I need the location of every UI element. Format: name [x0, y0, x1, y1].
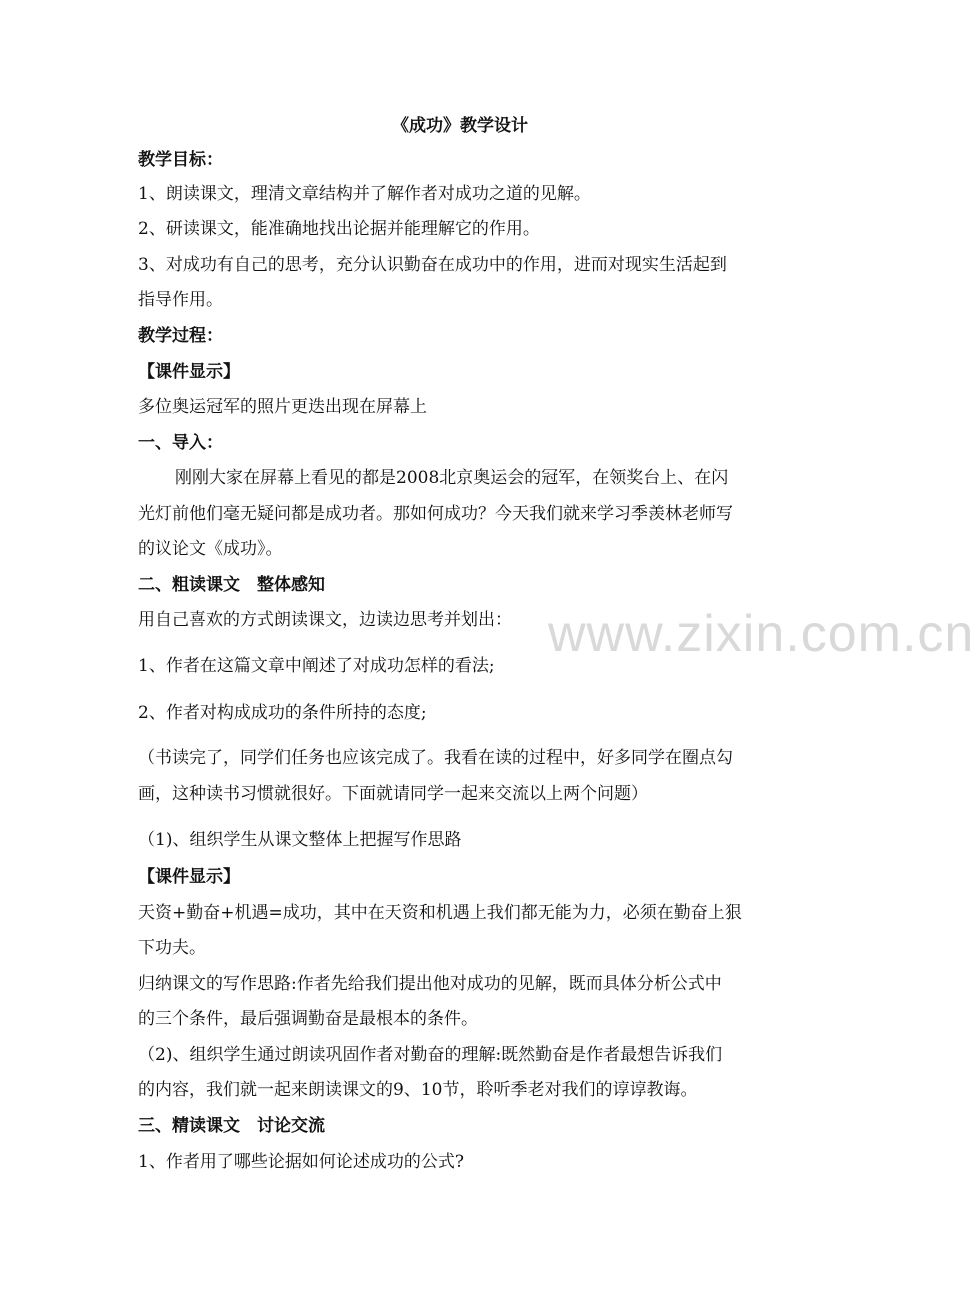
- paragraph-line: 的三个条件，最后强调勤奋是最根本的条件。: [138, 1009, 478, 1029]
- paragraph-line: 画，这种读书习惯就很好。下面就请同学一起来交流以上两个问题）: [138, 784, 648, 804]
- paragraph-line: 2、作者对构成成功的条件所持的态度;: [138, 703, 427, 723]
- heading-process: 教学过程：: [138, 326, 223, 346]
- paragraph-line: （1)、组织学生从课文整体上把握写作思路: [138, 830, 462, 850]
- paragraph-line: （2)、组织学生通过朗读巩固作者对勤奋的理解:既然勤奋是作者最想告诉我们: [138, 1045, 723, 1065]
- paragraph-line: 1、朗读课文，理清文章结构并了解作者对成功之道的见解。: [138, 184, 591, 204]
- paragraph-line: 多位奥运冠军的照片更迭出现在屏幕上: [138, 397, 427, 417]
- heading-slide-2: 【课件显示】: [138, 867, 240, 887]
- paragraph-line: 3、对成功有自己的思考，充分认识勤奋在成功中的作用，进而对现实生活起到: [138, 255, 727, 275]
- paragraph-line: 指导作用。: [138, 290, 223, 310]
- paragraph-line: 1、作者在这篇文章中阐述了对成功怎样的看法;: [138, 656, 495, 676]
- heading-section-1: 一、导入：: [138, 433, 223, 453]
- document-title: 《成功》教学设计: [392, 116, 528, 136]
- paragraph-line: 光灯前他们毫无疑问都是成功者。那如何成功？今天我们就来学习季羡林老师写: [138, 504, 733, 524]
- paragraph-line: 1、作者用了哪些论据如何论述成功的公式?: [138, 1152, 464, 1172]
- paragraph-line: 2、研读课文，能准确地找出论据并能理解它的作用。: [138, 219, 540, 239]
- paragraph-line: 天资+勤奋+机遇=成功，其中在天资和机遇上我们都无能为力，必须在勤奋上狠: [138, 903, 742, 923]
- heading-section-2: 二、粗读课文 整体感知: [138, 575, 325, 595]
- paragraph-line: 的内容，我们就一起来朗读课文的9、10节，聆听季老对我们的谆谆教诲。: [138, 1080, 698, 1100]
- paragraph-line: 刚刚大家在屏幕上看见的都是2008北京奥运会的冠军，在领奖台上、在闪: [175, 468, 729, 488]
- paragraph-line: 归纳课文的写作思路:作者先给我们提出他对成功的见解，既而具体分析公式中: [138, 974, 722, 994]
- paragraph-line: 的议论文《成功》。: [138, 539, 283, 559]
- paragraph-line: 下功夫。: [138, 938, 206, 958]
- heading-objectives: 教学目标：: [138, 150, 223, 170]
- heading-slide-1: 【课件显示】: [138, 362, 240, 382]
- heading-section-3: 三、精读课文 讨论交流: [138, 1116, 325, 1136]
- paragraph-line: 用自己喜欢的方式朗读课文，边读边思考并划出：: [138, 610, 512, 630]
- paragraph-line: （书读完了，同学们任务也应该完成了。我看在读的过程中，好多同学在圈点勾: [138, 748, 733, 768]
- watermark: www.zixin.com.cn: [548, 605, 974, 663]
